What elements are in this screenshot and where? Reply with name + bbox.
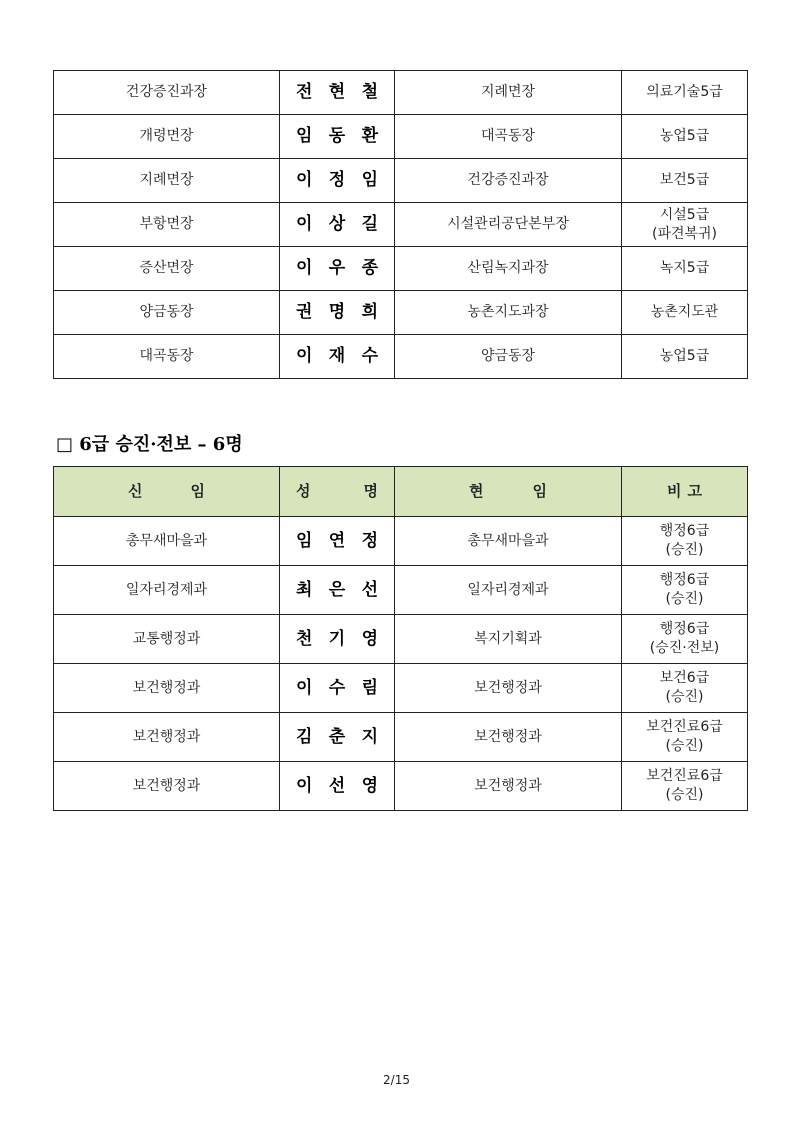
page-number: 2/15: [383, 1073, 410, 1087]
name-char: 수: [328, 677, 346, 698]
note-cell: 보건진료6급 (승진): [622, 713, 748, 762]
header-char: 명: [363, 482, 378, 500]
name-char: 이: [296, 214, 313, 234]
header-char: 신: [128, 482, 143, 500]
current-post-cell: 양금동장: [395, 335, 622, 379]
note-cell: 농업5급: [622, 335, 748, 379]
table-body: [54, 517, 748, 811]
name-char: 선: [361, 579, 378, 600]
name-cell: [280, 247, 395, 291]
name-char: 영: [361, 628, 378, 649]
note-cell: 행정6급 (승진): [622, 566, 748, 615]
table-row: [54, 713, 748, 762]
table-row: [54, 517, 748, 566]
name-char: 기: [328, 628, 346, 649]
new-post-cell: 교통행정과: [54, 615, 280, 664]
name-char: 수: [361, 346, 378, 366]
note-cell: 녹지5급: [622, 247, 748, 291]
name-char: 임: [296, 126, 313, 146]
header-char: 현: [469, 482, 484, 500]
table-row: [54, 115, 748, 159]
name-char: 희: [361, 302, 378, 322]
name-cell: [280, 517, 395, 566]
new-post-cell: 보건행정과: [54, 762, 280, 811]
name-char: 종: [361, 258, 378, 278]
table-body: [54, 71, 748, 379]
name-char: 명: [328, 302, 346, 322]
table-row: [54, 566, 748, 615]
name-char: 이: [296, 170, 313, 190]
header-current-post: [395, 467, 622, 517]
note-cell: 행정6급 (승진): [622, 517, 748, 566]
current-post-cell: 총무새마을과: [395, 517, 622, 566]
name-char: 춘: [328, 726, 346, 747]
table-row: [54, 762, 748, 811]
table-row: [54, 664, 748, 713]
name-char: 이: [296, 677, 313, 698]
name-char: 천: [296, 628, 313, 649]
name-cell: [280, 159, 395, 203]
header-new-post: [54, 467, 280, 517]
name-cell: [280, 566, 395, 615]
name-cell: [280, 335, 395, 379]
name-cell: [280, 713, 395, 762]
current-post-cell: 건강증진과장: [395, 159, 622, 203]
header-char: 고: [687, 482, 702, 500]
note-cell: 농촌지도관: [622, 291, 748, 335]
current-post-cell: 농촌지도과장: [395, 291, 622, 335]
name-char: 권: [296, 302, 313, 322]
table-row: [54, 203, 748, 247]
new-post-cell: 대곡동장: [54, 335, 280, 379]
name-char: 동: [328, 126, 346, 146]
note-cell: 보건진료6급 (승진): [622, 762, 748, 811]
table-row: [54, 335, 748, 379]
header-name: [280, 467, 395, 517]
header-char: 임: [532, 482, 547, 500]
name-char: 림: [361, 677, 378, 698]
header-row: [54, 467, 748, 517]
name-char: 상: [328, 214, 346, 234]
table-row: [54, 159, 748, 203]
current-post-cell: 산림녹지과장: [395, 247, 622, 291]
table-row: [54, 71, 748, 115]
new-post-cell: 총무새마을과: [54, 517, 280, 566]
name-cell: [280, 203, 395, 247]
name-char: 연: [328, 530, 346, 551]
name-char: 임: [361, 170, 378, 190]
new-post-cell: 보건행정과: [54, 713, 280, 762]
name-cell: [280, 115, 395, 159]
name-char: 이: [296, 775, 313, 796]
new-post-cell: 증산면장: [54, 247, 280, 291]
current-post-cell: 보건행정과: [395, 762, 622, 811]
note-cell: 농업5급: [622, 115, 748, 159]
table-row: [54, 291, 748, 335]
note-cell: 보건5급: [622, 159, 748, 203]
name-char: 정: [361, 530, 378, 551]
header-char: 비: [667, 482, 682, 500]
new-post-cell: 지례면장: [54, 159, 280, 203]
name-char: 김: [296, 726, 313, 747]
name-char: 선: [328, 775, 346, 796]
section-title: □ 6급 승진·전보 – 6명: [56, 434, 243, 455]
new-post-cell: 양금동장: [54, 291, 280, 335]
note-cell: 행정6급 (승진·전보): [622, 615, 748, 664]
new-post-cell: 부항면장: [54, 203, 280, 247]
name-char: 은: [328, 579, 346, 600]
name-char: 지: [361, 726, 378, 747]
name-char: 최: [296, 579, 313, 600]
note-cell: 보건6급 (승진): [622, 664, 748, 713]
name-char: 환: [361, 126, 378, 146]
name-char: 영: [361, 775, 378, 796]
current-post-cell: 보건행정과: [395, 713, 622, 762]
new-post-cell: 건강증진과장: [54, 71, 280, 115]
current-post-cell: 일자리경제과: [395, 566, 622, 615]
name-char: 길: [361, 214, 378, 234]
new-post-cell: 일자리경제과: [54, 566, 280, 615]
name-char: 우: [328, 258, 346, 278]
current-post-cell: 복지기획과: [395, 615, 622, 664]
name-cell: [280, 664, 395, 713]
header-char: 임: [190, 482, 205, 500]
table-row: [54, 615, 748, 664]
current-post-cell: 지례면장: [395, 71, 622, 115]
note-cell: 시설5급 (파견복귀): [622, 203, 748, 247]
name-cell: [280, 71, 395, 115]
name-char: 이: [296, 346, 313, 366]
current-post-cell: 보건행정과: [395, 664, 622, 713]
header-char: 성: [296, 482, 311, 500]
table-header: [54, 467, 748, 517]
personnel-table-6th-grade: [53, 466, 748, 811]
current-post-cell: 시설관리공단본부장: [395, 203, 622, 247]
name-char: 이: [296, 258, 313, 278]
note-cell: 의료기술5급: [622, 71, 748, 115]
table-row: [54, 247, 748, 291]
name-char: 재: [328, 346, 346, 366]
name-cell: [280, 615, 395, 664]
new-post-cell: 개령면장: [54, 115, 280, 159]
name-cell: [280, 291, 395, 335]
name-char: 철: [361, 82, 378, 102]
new-post-cell: 보건행정과: [54, 664, 280, 713]
current-post-cell: 대곡동장: [395, 115, 622, 159]
header-note: [622, 467, 748, 517]
personnel-table-5th-grade: [53, 70, 748, 379]
name-char: 임: [296, 530, 313, 551]
name-cell: [280, 762, 395, 811]
name-char: 현: [328, 82, 346, 102]
name-char: 전: [296, 82, 313, 102]
name-char: 정: [328, 170, 346, 190]
